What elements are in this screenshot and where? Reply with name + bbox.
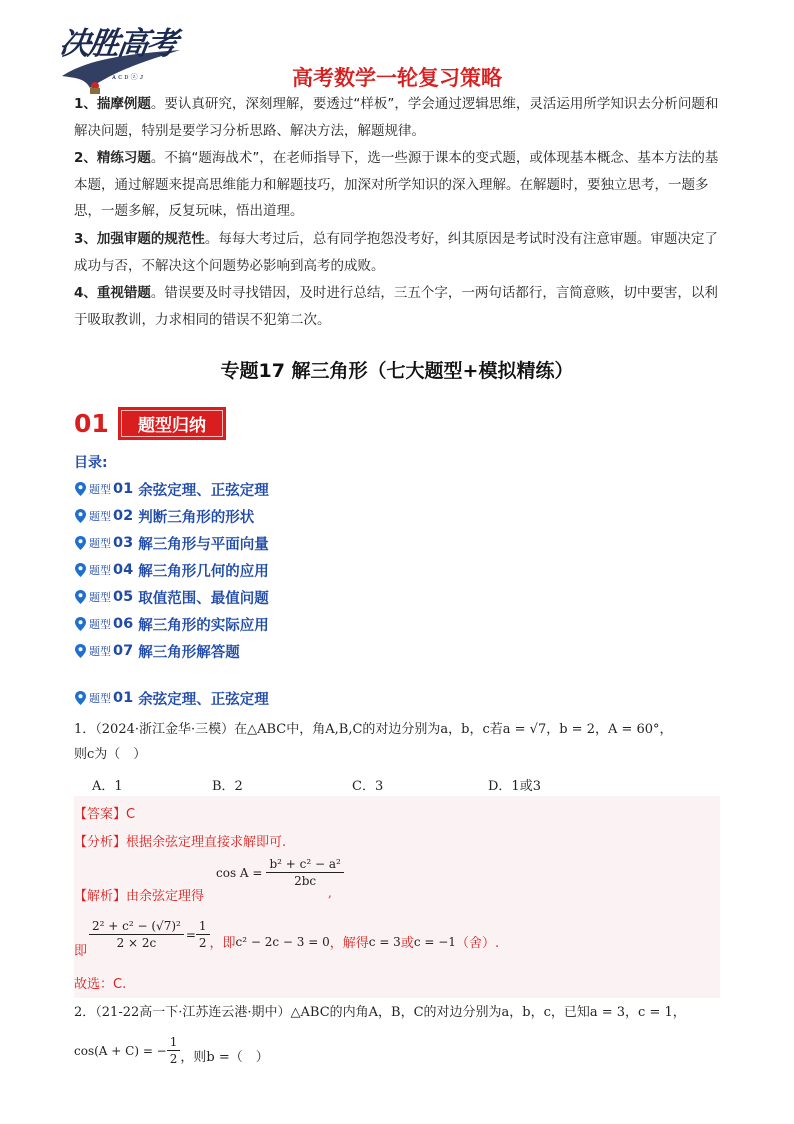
strategy-item-num: 2、 (74, 150, 97, 166)
q2-half-num: 1 (167, 1034, 181, 1051)
logo-text: 决胜高考 (56, 26, 179, 62)
strategy-title: 高考数学一轮复习策略 (292, 66, 502, 90)
toc-code: 04 (113, 562, 134, 578)
toc-item-02[interactable] (74, 505, 254, 527)
location-pin-icon (74, 535, 87, 551)
root-1: c = 3 (368, 934, 401, 949)
strategy-item-2 (74, 145, 724, 225)
q2-condition (74, 1034, 269, 1067)
q2-fraction (167, 1034, 181, 1067)
half-num: 1 (196, 918, 210, 935)
toc-title: 取值范围、最值问题 (138, 590, 269, 607)
q1-analysis (74, 831, 286, 850)
step-equals: = (185, 927, 196, 942)
toc-code: 02 (113, 508, 134, 524)
final-answer: 故选：C. (74, 977, 127, 992)
strategy-item-4 (74, 280, 724, 333)
step-quadratic: c² − 2c − 3 = 0 (235, 934, 330, 949)
step-numerator: 2² + c² − (√7)² (89, 918, 184, 935)
toc-tag: 题型 (89, 537, 111, 550)
strategy-item-bold: 加强审题的规范性 (96, 231, 205, 247)
location-pin-icon (74, 481, 87, 497)
q2-stem: 2．（21-22高一下·江苏连云港·期中）△ABC的内角A，B，C的对边分别为a，b，c，已知a = 3，c = 1， (74, 1005, 686, 1020)
section-tag: 题型 (89, 692, 111, 705)
cos-lhs: cos A = (216, 865, 263, 880)
root-2: c = −1 (413, 934, 456, 949)
toc-tag: 题型 (89, 618, 111, 631)
toc-code: 05 (113, 589, 134, 605)
half-fraction (196, 918, 210, 951)
strategy-item-text: 。每每大考过后，总有同学抱怨没考好，纠其原因是考试时没有注意审题。审题决定了成功与否，不解决这个问题势必影响到高考的成败。 (74, 231, 718, 274)
strategy-item-bold: 揣摩例题 (96, 96, 151, 112)
section-title: 余弦定理、正弦定理 (138, 691, 269, 708)
toc-code: 03 (113, 535, 134, 551)
q1-solution (74, 885, 204, 904)
q1-option-c[interactable]: C．3 (352, 779, 384, 794)
toc-heading: 目录: (74, 455, 108, 471)
q2-lhs: cos(A + C) = − (74, 1043, 167, 1058)
q1-answer (74, 803, 135, 822)
toc-tag: 题型 (89, 564, 111, 577)
q1-option-b[interactable]: B．2 (212, 779, 243, 794)
toc-title: 解三角形解答题 (138, 644, 240, 661)
solution-label: 【解析】 (74, 889, 127, 904)
or-word: 或 (400, 936, 414, 951)
q2-half-den: 2 (169, 1052, 178, 1066)
location-pin-icon (74, 690, 87, 706)
strategy-item-text: 。不搞“题海战术”，在老师指导下，选一些源于课本的变式题，或体现基本概念、基本方法的基本题，通过解题来提高思维能力和解题技巧，加深对所学知识的深入理解。在解题时，要独立思考，一题多思，一题多解，反复玩味，悟出道理。 (74, 150, 719, 219)
q1-final (74, 973, 126, 992)
toc-item-04[interactable] (74, 559, 269, 581)
toc-title: 余弦定理、正弦定理 (138, 482, 269, 499)
strategy-item-1 (74, 91, 724, 144)
step-denominator: 2 × 2c (116, 936, 157, 950)
toc-item-07[interactable] (74, 640, 240, 662)
q1-option-a[interactable]: A．1 (92, 779, 123, 794)
q1-step (74, 910, 499, 959)
q2-tail: ，则b =（ ） (180, 1050, 269, 1065)
toc-item-06[interactable] (74, 613, 269, 635)
section-code: 01 (113, 690, 134, 706)
location-pin-icon (74, 562, 87, 578)
toc-item-05[interactable] (74, 586, 269, 608)
q1-stem: 1．（2024·浙江金华·三模）在△ABC中，角A,B,C的对边分别为a，b，c若a = √7，b = 2，A = 60°， (74, 722, 673, 737)
strategy-item-bold: 重视错题 (96, 285, 151, 301)
topic-title: 专题17 解三角形（七大题型+模拟精练） (220, 360, 574, 382)
answer-label: 【答案】 (74, 807, 127, 822)
banner-number: 01 (74, 409, 109, 438)
toc-tag: 题型 (89, 510, 111, 523)
toc-title: 判断三角形的形状 (138, 509, 255, 526)
solution-text: 由余弦定理得 (126, 889, 205, 904)
toc-tag: 题型 (89, 483, 111, 496)
toc-tag: 题型 (89, 645, 111, 658)
step-prefix: 即 (74, 944, 88, 959)
strategy-item-num: 3、 (74, 231, 97, 247)
strategy-item-bold: 精练习题 (96, 150, 151, 166)
strategy-item-text: 。错误要及时寻找错因，及时进行总结，三五个字，一两句话都行，言简意赅，切中要害，以利于吸取教训，力求相同的错误不犯第二次。 (74, 285, 718, 328)
toc-code: 06 (113, 616, 134, 632)
q1-stem-2: 则c为（ ） (74, 747, 147, 762)
toc-item-01[interactable] (74, 478, 269, 500)
half-den: 2 (198, 936, 207, 950)
section-heading (74, 687, 269, 709)
toc-title: 解三角形几何的应用 (138, 563, 269, 580)
cos-fraction (266, 856, 343, 889)
strategy-item-num: 1、 (74, 96, 97, 112)
cos-denominator: 2bc (294, 874, 317, 888)
step-mid: ，即 (209, 936, 236, 951)
analysis-label: 【分析】 (74, 835, 127, 850)
strategy-item-3 (74, 226, 724, 279)
toc-code: 07 (113, 643, 134, 659)
location-pin-icon (74, 589, 87, 605)
strategy-item-num: 4、 (74, 285, 97, 301)
location-pin-icon (74, 616, 87, 632)
toc-title: 解三角形与平面向量 (138, 536, 269, 553)
toc-title: 解三角形的实际应用 (138, 617, 269, 634)
answer-value: C (126, 807, 136, 822)
step-solve: ，解得 (329, 936, 369, 951)
q1-options (92, 775, 562, 795)
toc-code: 01 (113, 481, 134, 497)
toc-tag: 题型 (89, 591, 111, 604)
cos-formula (216, 856, 344, 889)
analysis-text: 根据余弦定理直接求解即可. (126, 835, 287, 850)
cos-numerator: b² + c² − a² (266, 856, 343, 873)
rejected-note: （舍）. (455, 936, 500, 951)
step-fraction (89, 918, 184, 951)
toc-item-03[interactable] (74, 532, 269, 554)
q1-option-d[interactable]: D．1或3 (488, 779, 541, 794)
banner-label: 题型归纳 (138, 416, 206, 436)
strategy-item-text: 。要认真研究，深刻理解，要透过“样板”，学会通过逻辑思维，灵活运用所学知识去分析问题和解决问题，特别是要学习分析思路、解决方法，解题规律。 (74, 96, 719, 139)
logo-caption: ᴀ ᴄ ᴅ ⓩ ᴊ (112, 73, 144, 81)
location-pin-icon (74, 508, 87, 524)
location-pin-icon (74, 643, 87, 659)
